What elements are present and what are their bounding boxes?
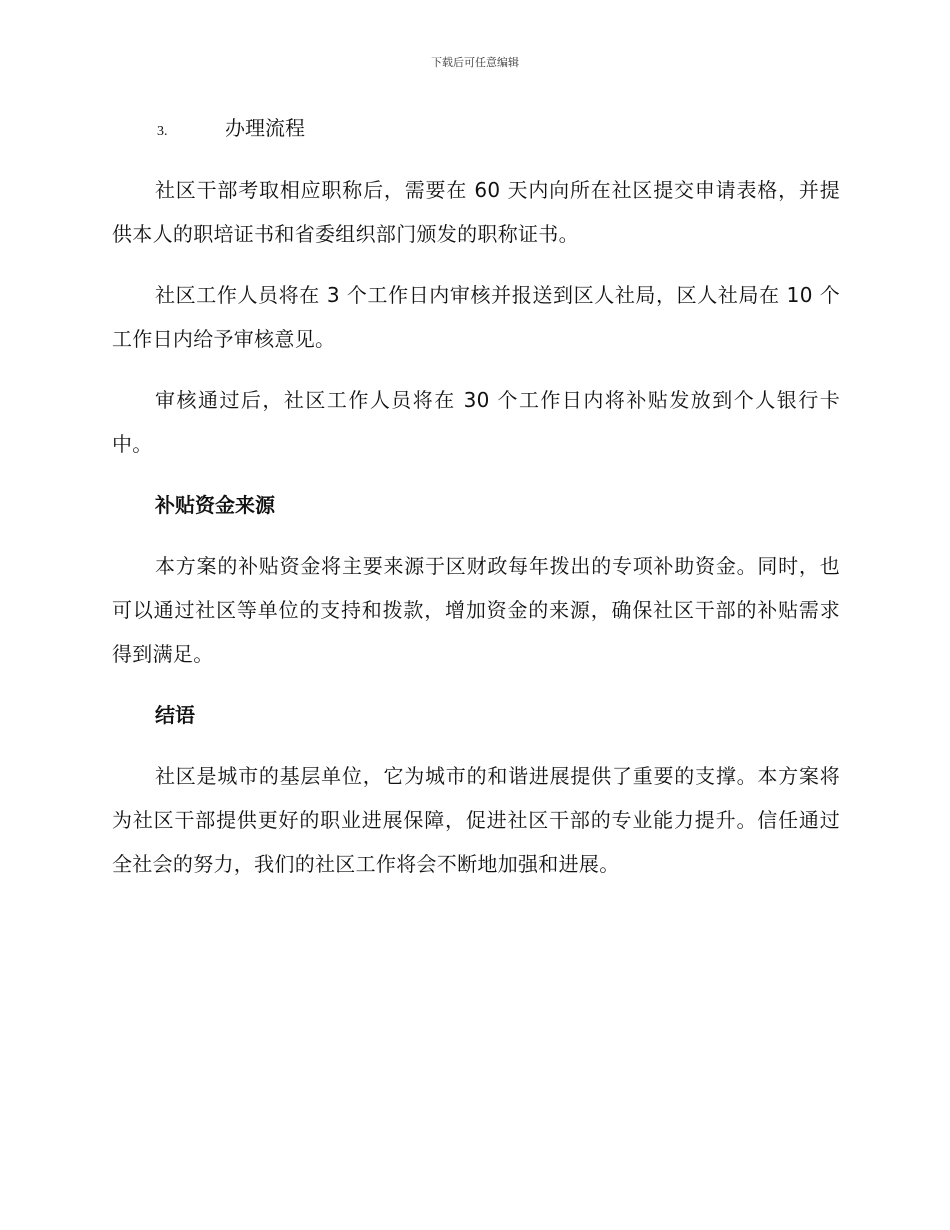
section-title-conclusion: 结语	[155, 703, 195, 727]
section-title-funding: 补贴资金来源	[155, 493, 275, 517]
document-body	[112, 112, 840, 903]
paragraph-application: 社区干部考取相应职称后，需要在 60 天内向所在社区提交申请表格，并提供本人的职培证书和省委组织部门颁发的职称证书。	[112, 178, 840, 246]
paragraph-payment: 审核通过后，社区工作人员将在 30 个工作日内将补贴发放到个人银行卡中。	[112, 388, 840, 456]
paragraph-conclusion: 社区是城市的基层单位，它为城市的和谐进展提供了重要的支撑。本方案将为社区干部提供更好的职业进展保障，促进社区干部的专业能力提升。信任通过全社会的努力，我们的社区工作将会不断地加强和进展。	[112, 764, 840, 876]
step-number: 3.	[157, 124, 168, 139]
step-title: 办理流程	[225, 116, 305, 140]
paragraph-funding: 本方案的补贴资金将主要来源于区财政每年拨出的专项补助资金。同时，也可以通过社区等单位的支持和拨款，增加资金的来源，确保社区干部的补贴需求得到满足。	[112, 554, 840, 666]
header-note: 下载后可任意编辑	[431, 56, 519, 69]
step-heading	[112, 112, 840, 146]
paragraph-review: 社区工作人员将在 3 个工作日内审核并报送到区人社局，区人社局在 10 个工作日内给予审核意见。	[112, 283, 840, 351]
